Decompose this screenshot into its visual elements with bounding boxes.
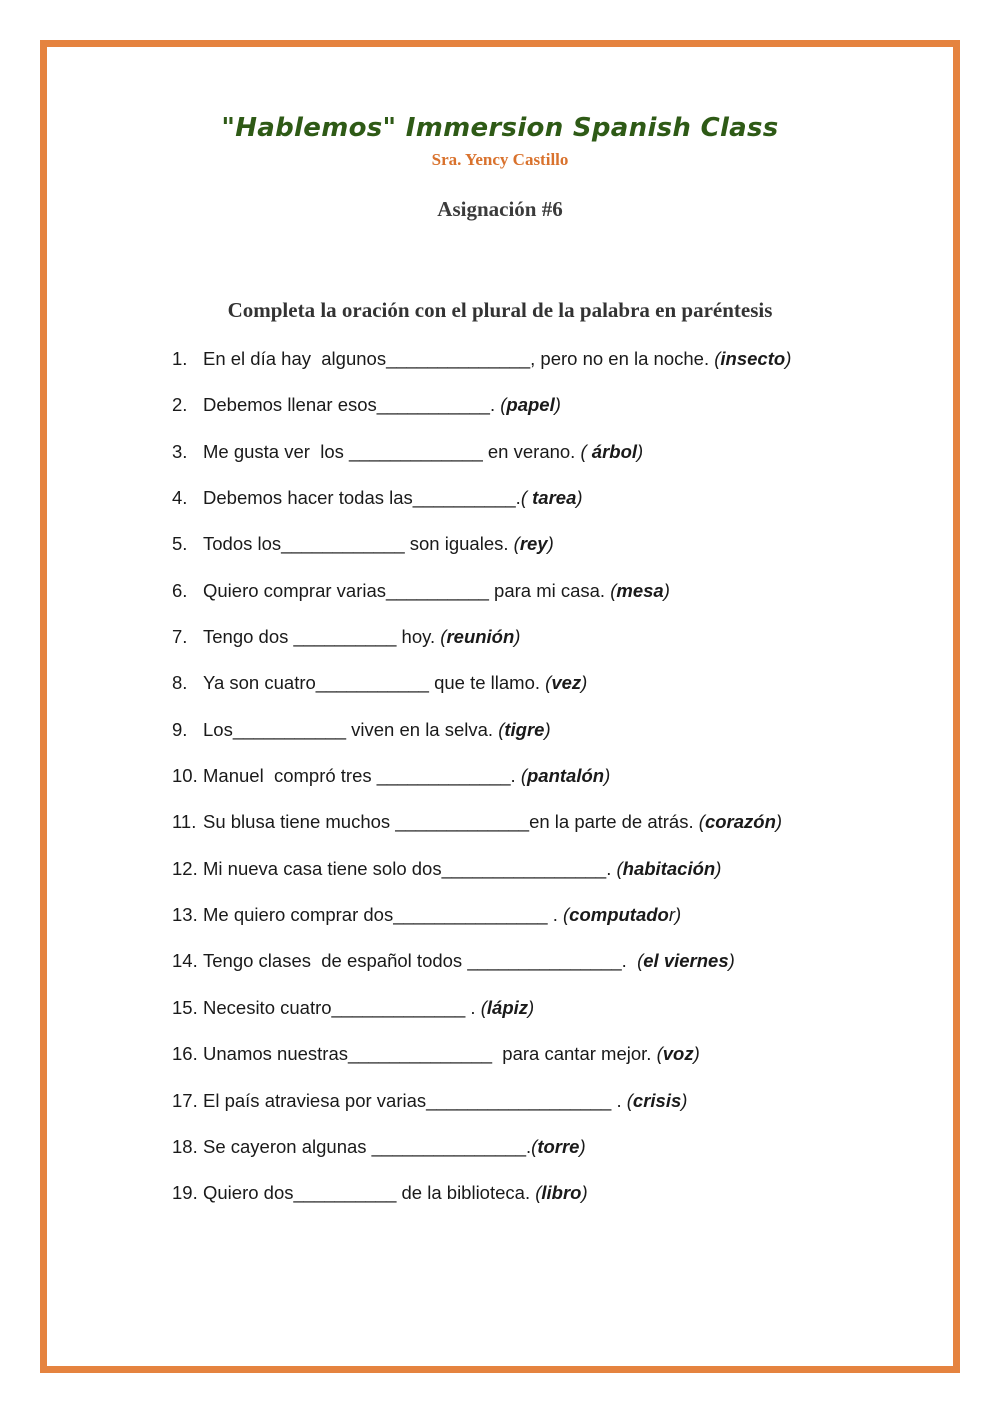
hint-open: ( [480,996,487,1018]
hint-word: habitación [622,857,716,879]
exercise-sentence: Ya son cuatro___________ que te llamo. [203,672,546,694]
exercise-hint [521,765,610,786]
exercise-number: 11. [172,811,197,833]
hint-open: ( [545,672,552,694]
hint-word: crisis [632,1089,682,1111]
exercise-hint [610,580,670,601]
hint-close: ) [775,811,783,833]
exercise-sentence: Quiero dos__________ de la biblioteca. [203,1182,536,1204]
hint-word: mesa [616,579,664,601]
hint-word: lápiz [486,996,529,1018]
hint-close: r) [668,904,682,926]
exercise-sentence: Me quiero comprar dos_______________ . [203,904,563,926]
exercise-sentence: Quiero comprar varias__________ para mi casa. [203,579,611,601]
exercise-number: 6. [172,579,188,601]
exercise-hint [545,672,587,693]
exercise-item [172,762,932,808]
hint-open: ( [637,950,644,972]
exercise-number: 1. [172,348,188,369]
hint-close: ) [604,765,611,787]
exercise-sentence: Todos los____________ son iguales. [203,533,514,555]
hint-close: ) [637,440,644,462]
exercise-item [172,855,932,901]
exercise-item [172,1133,932,1179]
hint-close: ) [715,857,722,879]
hint-close: ) [514,626,521,648]
teacher-name: Sra. Yency Castillo [431,150,569,169]
exercise-item [172,1040,932,1086]
exercise-number: 17. [172,1089,198,1111]
exercise-number: 18. [172,1135,198,1157]
exercise-sentence: En el día hay algunos______________, pero no en la noche. [203,348,715,369]
exercise-number: 15. [172,996,198,1018]
hint-word: corazón [704,811,776,833]
hint-word: tarea [532,487,577,509]
hint-open: ( [698,811,705,833]
exercise-number: 16. [172,1043,198,1065]
hint-close: ) [728,950,735,972]
assignment-heading: Asignación #6 [437,197,563,221]
exercise-sentence: El país atraviesa por varias__________________ . [203,1089,627,1111]
exercise-number: 13. [172,904,198,926]
exercise-sentence: Tengo dos __________ hoy. [203,626,441,648]
exercise-number: 8. [172,672,188,694]
hint-open: ( [656,1043,663,1065]
exercise-number: 4. [172,487,188,509]
exercise-hint [535,1182,587,1203]
exercise-hint [521,487,583,508]
exercise-number: 9. [172,718,188,740]
hint-word: vez [551,672,582,694]
exercise-hint [580,441,643,462]
hint-open: ( [535,1182,542,1204]
exercise-item [172,438,932,484]
hint-open: ( [714,348,721,369]
exercise-sentence: Manuel compró tres _____________. [203,765,521,787]
exercise-number: 2. [172,394,188,416]
page-title: "Hablemos" Immersion Spanish Class [221,113,779,143]
exercise-number: 19. [172,1182,198,1204]
exercise-sentence: Se cayeron algunas _______________. [203,1135,532,1157]
hint-word: árbol [591,440,638,462]
exercise-hint [531,1136,586,1157]
exercise-item [172,1179,932,1225]
instructions-text: Completa la oración con el plural de la palabra en paréntesis [227,298,773,322]
hint-word: reunión [446,626,515,648]
exercise-item [172,808,932,854]
hint-close: ) [581,672,588,694]
hint-word: tigre [504,718,545,740]
hint-open: ( [626,1089,633,1111]
exercise-hint [498,719,550,740]
exercise-hint [617,858,722,879]
exercise-hint [657,1043,700,1064]
exercise-number: 10. [172,765,198,787]
hint-word: voz [662,1043,694,1065]
hint-close: ) [528,996,535,1018]
exercise-item [172,391,932,437]
exercise-item [172,530,932,576]
exercise-item [172,716,932,762]
hint-open: ( [580,440,592,462]
exercise-number: 7. [172,626,188,648]
exercise-hint [714,348,791,369]
hint-close: ) [544,718,551,740]
hint-open: ( [610,579,617,601]
hint-word: rey [519,533,548,555]
exercise-hint [481,997,534,1018]
hint-close: ) [581,1182,588,1204]
exercise-number: 5. [172,533,188,555]
hint-close: ) [693,1043,700,1065]
hint-open: ( [440,626,447,648]
hint-close: ) [547,533,554,555]
exercise-item [172,1087,932,1133]
exercise-item [172,577,932,623]
exercise-sentence: Mi nueva casa tiene solo dos________________. [203,857,617,879]
exercise-number: 3. [172,440,188,462]
exercise-sentence: Me gusta ver los _____________ en verano. [203,440,581,462]
hint-open: ( [513,533,520,555]
hint-close: ) [576,487,583,509]
exercise-number: 14. [172,950,198,972]
hint-word: el viernes [643,950,729,972]
exercise-number: 12. [172,857,198,879]
exercise-sentence: Debemos hacer todas las__________. [203,487,521,509]
hint-open: ( [562,904,570,926]
exercise-hint [500,394,561,415]
hint-close: ) [579,1135,586,1157]
hint-word: torre [537,1135,580,1157]
exercise-item [172,994,932,1040]
hint-word: libro [541,1182,582,1204]
hint-word: papel [506,394,555,416]
hint-open: ( [500,394,507,416]
exercise-item [172,484,932,530]
hint-close: ) [663,579,670,601]
exercise-sentence: Unamos nuestras______________ para cantar mejor. [203,1043,657,1065]
exercise-item [172,345,932,391]
exercise-sentence: Los___________ viven en la selva. [203,718,499,740]
exercise-sentence: Su blusa tiene muchos _____________en la parte de atrás. [203,811,699,833]
exercise-hint [699,811,782,832]
hint-open: ( [520,765,527,787]
exercise-sentence: Debemos llenar esos___________. [203,394,501,416]
hint-open: ( [520,487,533,509]
exercise-hint [563,904,681,925]
exercise-item [172,901,932,947]
hint-close: ) [681,1089,688,1111]
exercise-item [172,947,932,993]
exercise-sentence: Tengo clases de español todos _______________. [203,950,638,972]
hint-open: ( [616,857,623,879]
exercise-list [172,345,932,1226]
exercise-item [172,623,932,669]
exercise-hint [514,533,554,554]
hint-word: pantalón [526,765,605,787]
exercise-item [172,669,932,715]
hint-close: ) [554,394,561,416]
hint-word: insecto [720,348,786,369]
hint-open: ( [531,1135,538,1157]
hint-close: ) [785,348,792,369]
hint-open: ( [498,718,505,740]
exercise-sentence: Necesito cuatro_____________ . [203,996,481,1018]
hint-word: computado [569,904,669,926]
exercise-hint [627,1090,688,1111]
exercise-hint [637,950,735,971]
exercise-hint [440,626,520,647]
